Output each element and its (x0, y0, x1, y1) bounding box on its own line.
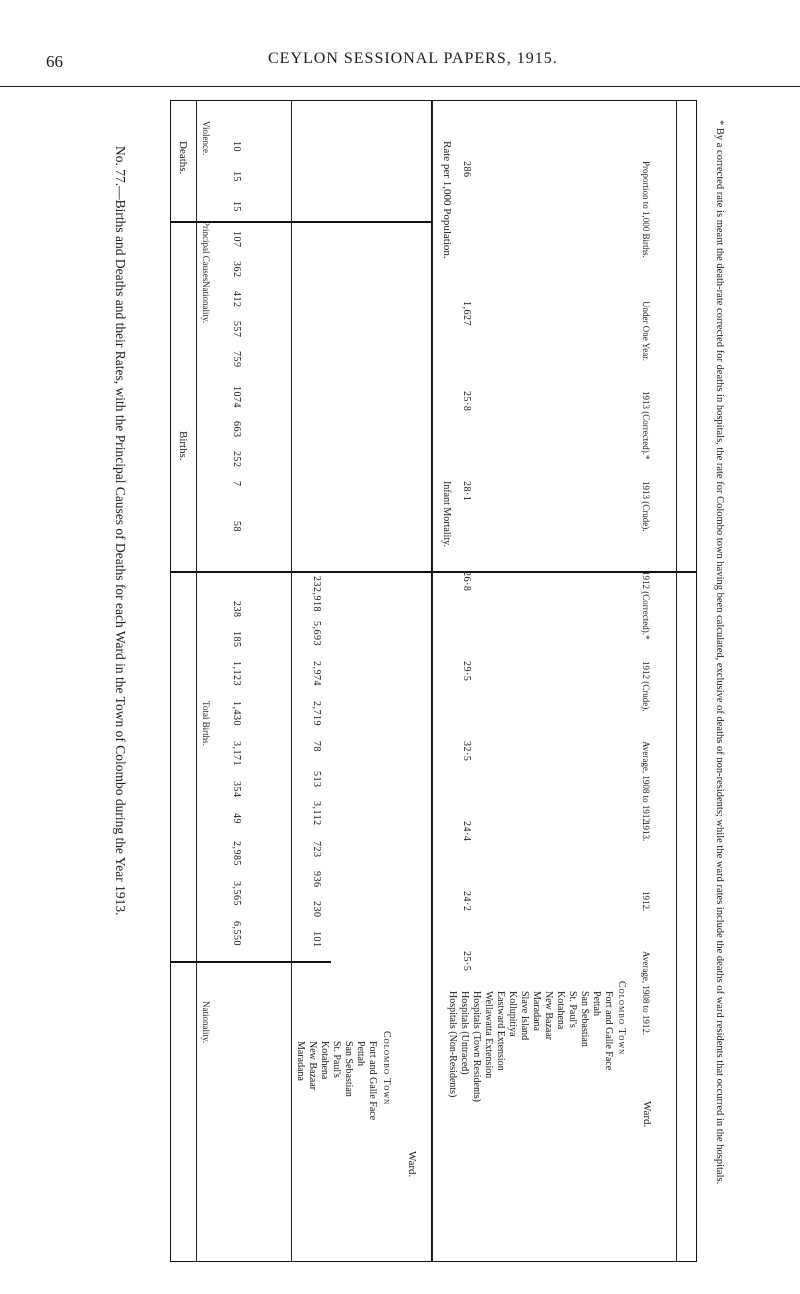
ward-label-slave-island: Slave Island (519, 991, 530, 1041)
ward-label-st-pauls: St. Paul's (567, 991, 578, 1028)
total-tetanus: 557 (231, 321, 242, 338)
total-deaths-burghers: 354 (231, 781, 242, 798)
ward-label-2-pettah: Pettah (355, 1041, 366, 1066)
data-table (170, 100, 697, 1262)
hdr-1913-corr: 1913 (Corrected).* (641, 391, 651, 460)
ward-label-colombo-town: Colombo Town (616, 981, 627, 1056)
nationality-deaths-label: Nationality. (201, 281, 211, 324)
total-deaths-females: 2,985 (231, 841, 242, 866)
ward-label-2-new-bazaar: New Bazaar (307, 1041, 318, 1091)
hdr-1912-crude: 1912 (Crude). (641, 661, 651, 712)
rate-per-1000-births: 286 (461, 161, 472, 178)
population-sep (291, 101, 292, 1261)
rate-deaths-1913-crude: 28·1 (461, 481, 472, 502)
total-accident: 107 (231, 231, 242, 248)
ward-label-hosp-untraced: Hospitals (Untraced) (459, 991, 470, 1075)
page-number: 66 (46, 52, 63, 71)
rate-deaths-1912-crude: 29·5 (461, 661, 472, 682)
total-deaths-tamils: 1,430 (231, 701, 242, 726)
total-births-totals: 5,693 (311, 621, 322, 646)
ward-label-2-fort: Fort and Galle Face (367, 1041, 378, 1121)
rate-deaths-avg: 32·5 (461, 741, 472, 762)
total-births-sinhalese: 3,112 (311, 801, 322, 826)
ward-label-fort: Fort and Galle Face (603, 991, 614, 1071)
ward-label-maradana: Maradana (531, 991, 542, 1031)
total-deaths-europeans: 49 (231, 813, 242, 824)
hdr-under-one: Under One Year. (641, 301, 651, 361)
total-births-malays: 230 (311, 901, 322, 918)
hdr-deaths-avg: Average, 1908 to 1912. (641, 741, 651, 826)
total-phthisis: 663 (231, 421, 242, 438)
total-births-others: 101 (311, 931, 322, 948)
ward-col-sep (676, 101, 677, 1261)
violence-label: Violence. (201, 121, 211, 156)
hdr-births-1913: 1913. (641, 821, 651, 842)
total-births-burghers: 513 (311, 771, 322, 788)
rate-births-1912: 24·2 (461, 891, 472, 912)
total-debility: 412 (231, 291, 242, 308)
ward-label-2-st-pauls: St. Paul's (331, 1041, 342, 1078)
total-homicide: 15 (231, 201, 242, 212)
total-population: 232,918 (311, 576, 322, 612)
principal-causes-label: Principal Causes. (201, 221, 211, 284)
total-deaths-totals: 6,550 (231, 921, 242, 946)
ward-label-kollupitiya: Kollupitiya (507, 991, 518, 1037)
total-births-europeans: 78 (311, 741, 322, 752)
ward-label-san-sebastian: San Sebastian (579, 991, 590, 1047)
ward-label-wellawatta: Wellawatta Extension (483, 991, 494, 1079)
nat-sep (171, 961, 331, 963)
rate-deaths-1912-corr: 26·8 (461, 571, 472, 592)
total-deaths-others: 238 (231, 601, 242, 618)
total-cholera: 58 (231, 521, 242, 532)
hdr-per-1000: Proportion to 1,000 Births. (641, 161, 651, 258)
total-births-females: 2,719 (311, 701, 322, 726)
hdr-1913-crude: 1913 (Crude). (641, 481, 651, 532)
total-measles: 7 (231, 481, 242, 487)
births-deaths-col-sep (431, 101, 433, 1261)
ward-label-2-colombo: Colombo Town (381, 1031, 392, 1106)
total-births-moors: 936 (311, 871, 322, 888)
rate-births-avg: 25·5 (461, 951, 472, 972)
header-rule (0, 86, 800, 87)
table-title: No. 77.—Births and Deaths and their Rates, with the Principal Causes of Deaths for each Ward in the Town of Colombo during the Year 1913. (113, 146, 128, 916)
rate-births-1913: 24·4 (461, 821, 472, 842)
nationality-births-label: Nationality. (201, 1001, 211, 1044)
deaths-group-label: Deaths. (177, 141, 189, 175)
total-suicide: 15 (231, 171, 242, 182)
footnote: * By a corrected rate is meant the death-rate corrected for deaths in hospitals, the rate for Colombo town having been calculated, exclusive of deaths of non-residents; while the ward rates include the deaths of ward residents that occurred in the hospitals. (714, 120, 725, 1185)
total-deaths-malays: 185 (231, 631, 242, 648)
total-deaths-moors: 1,123 (231, 661, 242, 686)
ward-label-hosp-town: Hospitals (Town Residents) (471, 991, 482, 1102)
hdr-births-1912: 1912. (641, 891, 651, 912)
ward-label-2-san-seb: San Sebastian (343, 1041, 354, 1097)
hdr-births-avg: Average, 1908 to 1912. (641, 951, 651, 1036)
births-deaths-sep (171, 571, 696, 573)
total-births-tamils: 723 (311, 841, 322, 858)
ward-label-kotahena: Kotahena (555, 991, 566, 1030)
total-execution: 10 (231, 141, 242, 152)
group-col-sep (196, 101, 197, 1261)
infant-group-label: Infant Mortality. (441, 481, 452, 548)
total-deaths-sinhalese: 3,171 (231, 741, 242, 766)
ward-label-2-kotahena: Kotahena (319, 1041, 330, 1080)
running-head: CEYLON SESSIONAL PAPERS, 1915. (268, 50, 558, 67)
ward-label-hosp-non-res: Hospitals (Non-Residents) (447, 991, 458, 1098)
hdr-1912-corr: 1912 (Corrected).* (641, 571, 651, 640)
rate-deaths-1913-corr: 25·8 (461, 391, 472, 412)
total-dysentery: 759 (231, 351, 242, 368)
rate-group-label: Rate per 1,000 Population. (441, 141, 453, 259)
ward-label-pettah: Pettah (591, 991, 602, 1016)
total-births-label: Total Births. (201, 701, 211, 746)
total-births-males: 2,974 (311, 661, 322, 686)
hdr-ward: Ward. (641, 1101, 653, 1128)
hdr-ward-2: Ward. (406, 1151, 418, 1178)
births-group-label: Births. (177, 431, 189, 461)
rate-under-one: 1,627 (461, 301, 472, 326)
total-fevers: 252 (231, 451, 242, 468)
total-deaths-males: 3,565 (231, 881, 242, 906)
total-pneumonia: 1074 (231, 386, 242, 408)
ward-label-2-maradana: Maradana (295, 1041, 306, 1081)
ward-label-eastward: Eastward Extension (495, 991, 506, 1071)
total-old-age: 362 (231, 261, 242, 278)
ward-label-new-bazaar: New Bazaar (543, 991, 554, 1041)
